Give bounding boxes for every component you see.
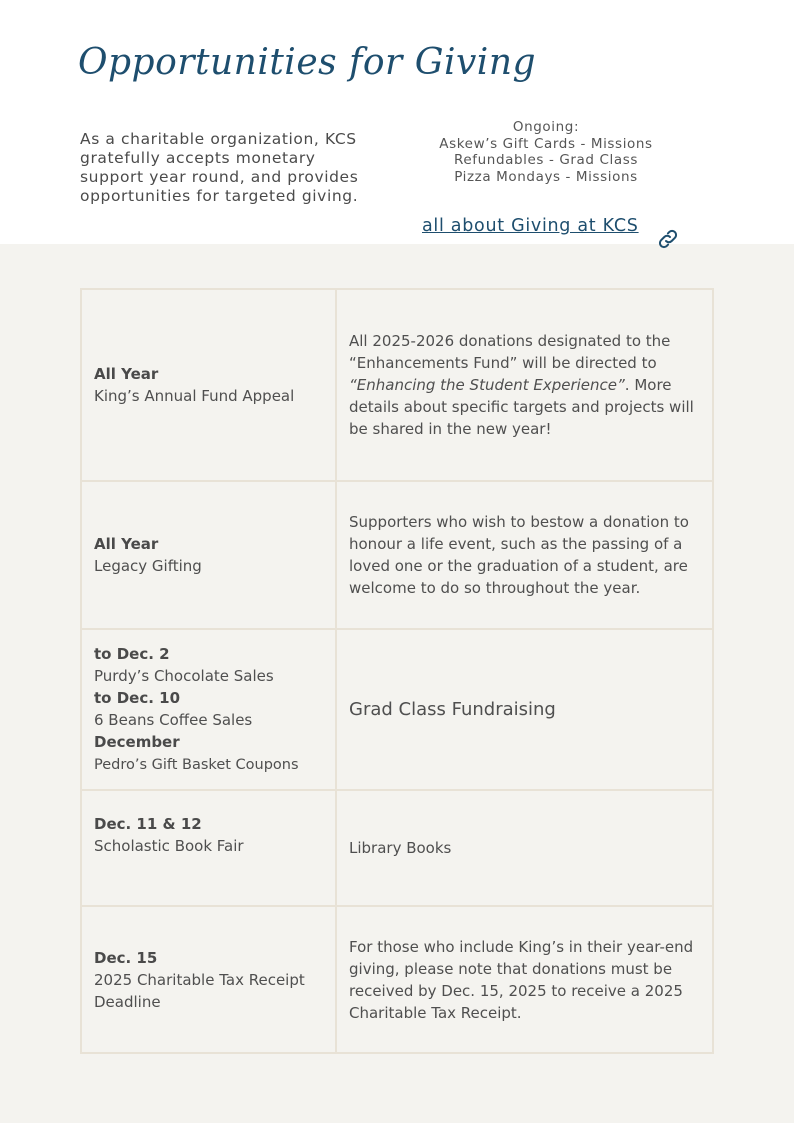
link-icon[interactable] [656,227,680,251]
ongoing-item: Refundables - Grad Class [454,152,638,169]
event-description-cell [336,906,713,1053]
event-date: to Dec. 10 [94,689,181,707]
event-description: For those who include King’s in their year-end giving, please note that donations must be received by Dec. 15, 2025 to receive a 2025 Charitable Tax Receipt. [349,937,694,1022]
table-row [81,629,713,790]
table-row [81,289,713,481]
event-name: Purdy’s Chocolate Sales [94,667,274,685]
event-name: King’s Annual Fund Appeal [94,387,295,405]
header-area [0,0,794,244]
event-description-cell [336,289,713,481]
event-description: Library Books [349,839,452,857]
event-description: All 2025-2026 donations designated to the “Enhancements Fund” will be directed to [349,332,671,372]
ongoing-item: Askew’s Gift Cards - Missions [439,135,653,152]
event-date-cell [81,906,336,1053]
event-description-cell [336,481,713,629]
event-description-emphasis: “Enhancing the Student Experience” [349,376,625,394]
intro-text: As a charitable organization, KCS gratefully accepts monetary support year round, and provides opportunities for targeted giving. [80,130,359,205]
event-date-cell [81,629,336,790]
event-description: Grad Class Fundraising [349,698,556,720]
page-title: Opportunities for Giving [78,42,537,83]
event-name: 6 Beans Coffee Sales [94,711,253,729]
event-description-cell [336,790,713,906]
table-row [81,790,713,906]
event-description-cell [336,629,713,790]
giving-events-table [80,288,714,1054]
event-name: 2025 Charitable Tax Receipt Deadline [94,970,305,1011]
event-date: December [94,733,180,751]
table-row [81,906,713,1053]
event-date: Dec. 11 & 12 [94,815,202,833]
event-date: All Year [94,365,159,383]
event-name: Scholastic Book Fair [94,837,244,855]
event-date-cell [81,790,336,906]
event-description: . More details about specific targets and projects will be shared in the new year! [349,376,694,438]
ongoing-heading: Ongoing: [512,119,580,135]
event-name: Legacy Gifting [94,557,202,575]
giving-at-kcs-link[interactable]: all about Giving at KCS [422,216,639,236]
table-row [81,481,713,629]
event-date-cell [81,289,336,481]
event-date: All Year [94,535,159,553]
event-date-cell [81,481,336,629]
event-description: Supporters who wish to bestow a donation to honour a life event, such as the passing of a loved one or the graduation of a student, are welcome to do so throughout the year. [349,513,689,597]
event-date: to Dec. 2 [94,645,170,663]
event-name: Pedro’s Gift Basket Coupons [94,757,299,773]
ongoing-list [426,119,666,185]
ongoing-item: Pizza Mondays - Missions [454,168,638,185]
event-date: Dec. 15 [94,948,158,967]
